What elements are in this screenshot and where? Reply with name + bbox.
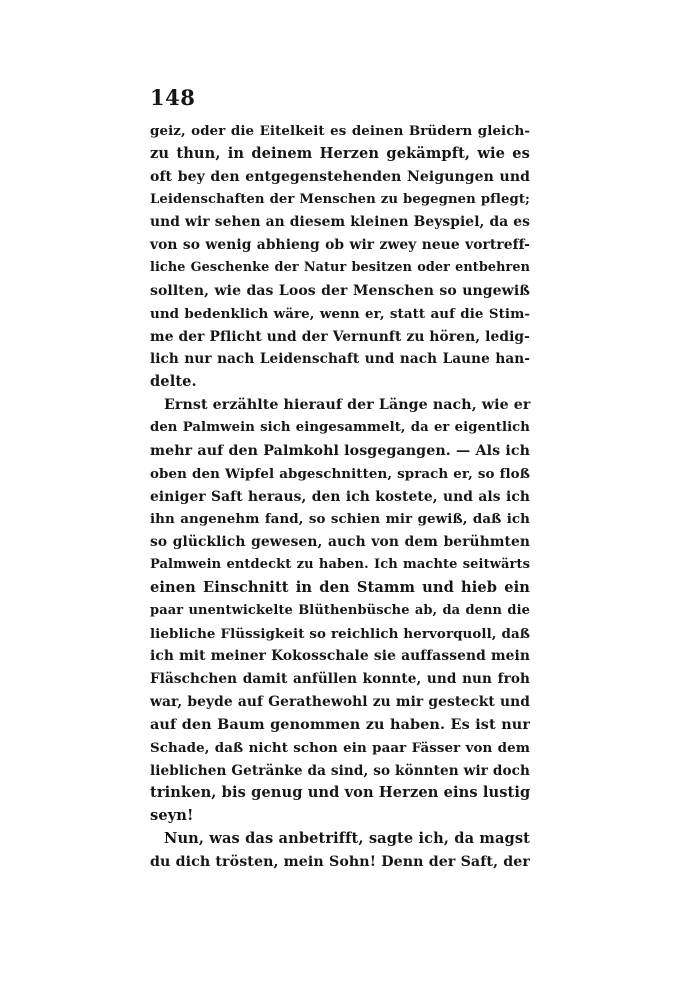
text-line: oben den Wipfel abgeschnitten, sprach er, so floß <box>150 465 530 482</box>
text-line: einen Einschnitt in den Stamm und hieb ein <box>150 578 530 596</box>
text-line: ich mit meiner Kokosschale sie auffassend mein <box>150 648 530 665</box>
text-line: Schade, daß nicht schon ein paar Fässer von dem <box>150 739 530 756</box>
body-text <box>150 120 530 874</box>
text-line: delte. <box>150 373 197 391</box>
text-line: so glücklich gewesen, auch von dem berühmten <box>150 534 530 551</box>
text-line: geiz, oder die Eitelkeit es deinen Brüdern gleich- <box>150 123 530 139</box>
text-line: zu thun, in deinem Herzen gekämpft, wie es <box>150 144 530 162</box>
text-line: und bedenklich wäre, wenn er, statt auf die Stim- <box>150 305 530 322</box>
text-line: und wir sehen an diesem kleinen Beyspiel, da es <box>150 214 530 231</box>
page-number: 148 <box>150 85 196 110</box>
text-line: den Palmwein sich eingesammelt, da er eigentlich <box>150 419 530 435</box>
text-line: liche Geschenke der Natur besitzen oder entbehren <box>150 260 530 276</box>
text-line: sollten, wie das Loos der Menschen so ungewiß <box>150 282 530 299</box>
text-line: liebliche Flüssigkeit so reichlich hervorquoll, daß <box>150 625 530 642</box>
text-line: trinken, bis genug und von Herzen eins lustig <box>150 784 531 802</box>
text-line: einiger Saft heraus, den ich kostete, und als ich <box>150 488 530 505</box>
text-line: auf den Baum genommen zu haben. Es ist nur <box>150 715 530 733</box>
paragraph-start-line: Ernst erzählte hierauf der Länge nach, wie er <box>164 397 531 414</box>
text-line: lieblichen Getränke da sind, so könnten wir doch <box>150 762 530 779</box>
text-line: von so wenig abhieng ob wir zwey neue vortreff- <box>150 237 530 254</box>
text-line: mehr auf den Palmkohl losgegangen. — Als ich <box>150 442 530 459</box>
paragraph-start-line: Nun, was das anbetrifft, sagte ich, da magst <box>164 830 530 848</box>
text-line: oft bey den entgegenstehenden Neigungen und <box>150 168 530 185</box>
text-line: war, beyde auf Gerathewohl zu mir gesteckt und <box>150 694 530 711</box>
text-line: lich nur nach Leidenschaft und nach Laune han- <box>150 351 530 368</box>
text-line: Leidenschaften der Menschen zu begegnen pflegt; <box>150 191 530 207</box>
text-line: seyn! <box>150 807 194 825</box>
text-line: Fläschchen damit anfüllen konnte, und nun froh <box>150 671 530 688</box>
text-line: du dich trösten, mein Sohn! Denn der Saft, der <box>150 854 530 870</box>
text-line: ihn angenehm fand, so schien mir gewiß, daß ich <box>150 511 530 528</box>
text-line: me der Pflicht und der Vernunft zu hören, ledig- <box>150 328 530 345</box>
text-line: paar unentwickelte Blüthenbüsche ab, da denn die <box>150 602 530 618</box>
text-line: Palmwein entdeckt zu haben. Ich machte seitwärts <box>150 557 530 573</box>
